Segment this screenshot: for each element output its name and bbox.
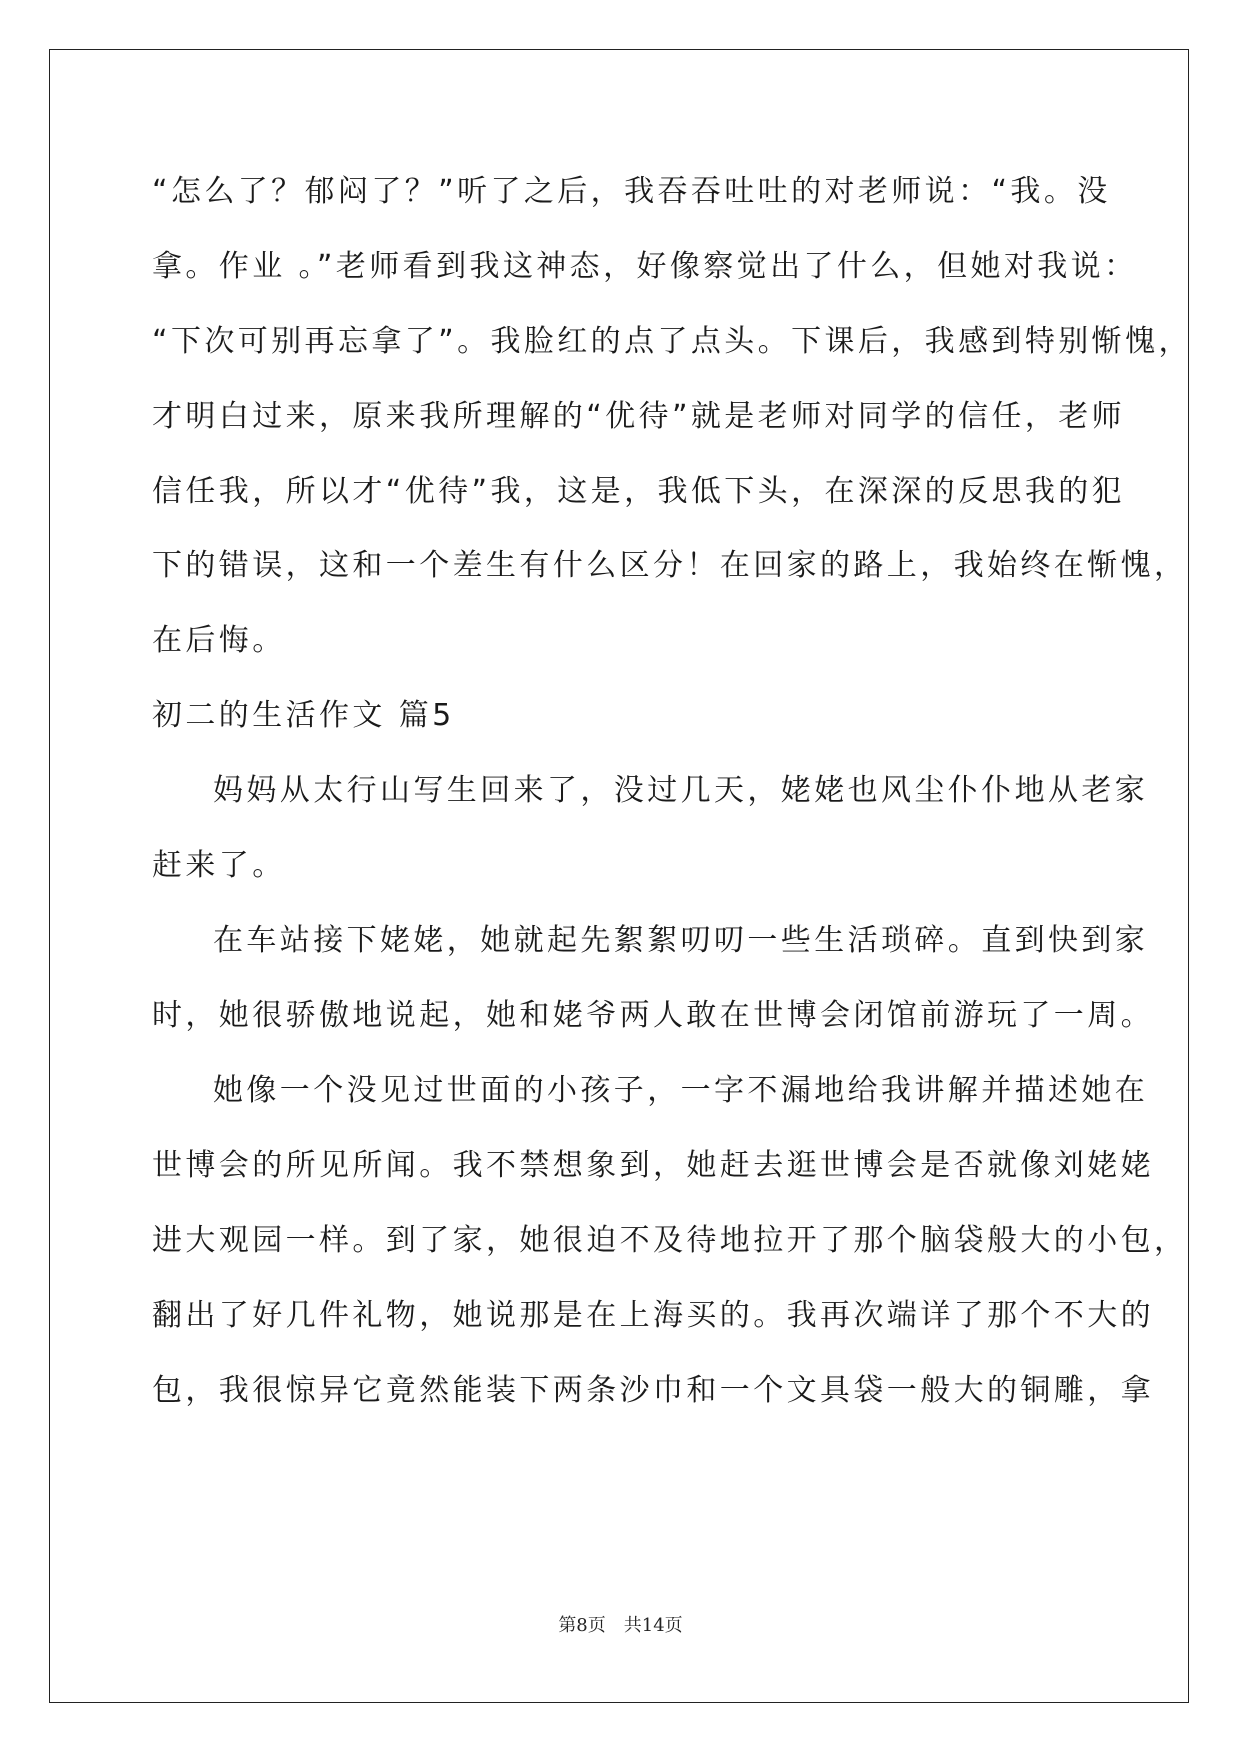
text-line: 在后悔。: [152, 623, 286, 658]
text-line: “怎么了？郁闷了？”听了之后，我吞吞吐吐的对老师说：“我。没: [152, 174, 1111, 209]
text-line: 赶来了。: [152, 848, 286, 883]
text-line: 进大观园一样。到了家，她很迫不及待地拉开了那个脑袋般大的小包，: [152, 1223, 1188, 1258]
text-line: 在车站接下姥姥，她就起先絮絮叨叨一些生活琐碎。直到快到家: [213, 923, 1149, 958]
text-line: 时，她很骄傲地说起，她和姥爷两人敢在世博会闭馆前游玩了一周。: [152, 998, 1154, 1033]
page-number-footer: 第8页 共14页: [558, 1615, 683, 1636]
text-line: “下次可别再忘拿了”。我脸红的点了点头。下课后，我感到特别惭愧，: [152, 324, 1192, 359]
text-line: 信任我，所以才“优待”我，这是，我低下头，在深深的反思我的犯: [152, 474, 1126, 509]
text-line: 世博会的所见所闻。我不禁想象到，她赶去逛世博会是否就像刘姥姥: [152, 1148, 1154, 1183]
text-line: 包，我很惊异它竟然能装下两条沙巾和一个文具袋一般大的铜雕，拿: [152, 1373, 1154, 1408]
text-line: 翻出了好几件礼物，她说那是在上海买的。我再次端详了那个不大的: [152, 1298, 1154, 1333]
text-line: 才明白过来，原来我所理解的“优待”就是老师对同学的信任，老师: [152, 399, 1126, 434]
text-line: 妈妈从太行山写生回来了，没过几天，姥姥也风尘仆仆地从老家: [213, 773, 1149, 808]
text-line: 拿。作业 。”老师看到我这神态，好像察觉出了什么，但她对我说：: [152, 249, 1138, 284]
section-heading: 初二的生活作文 篇5: [152, 698, 455, 733]
text-line: 她像一个没见过世面的小孩子，一字不漏地给我讲解并描述她在: [213, 1073, 1149, 1108]
text-line: 下的错误，这和一个差生有什么区分！在回家的路上，我始终在惭愧，: [152, 548, 1188, 583]
